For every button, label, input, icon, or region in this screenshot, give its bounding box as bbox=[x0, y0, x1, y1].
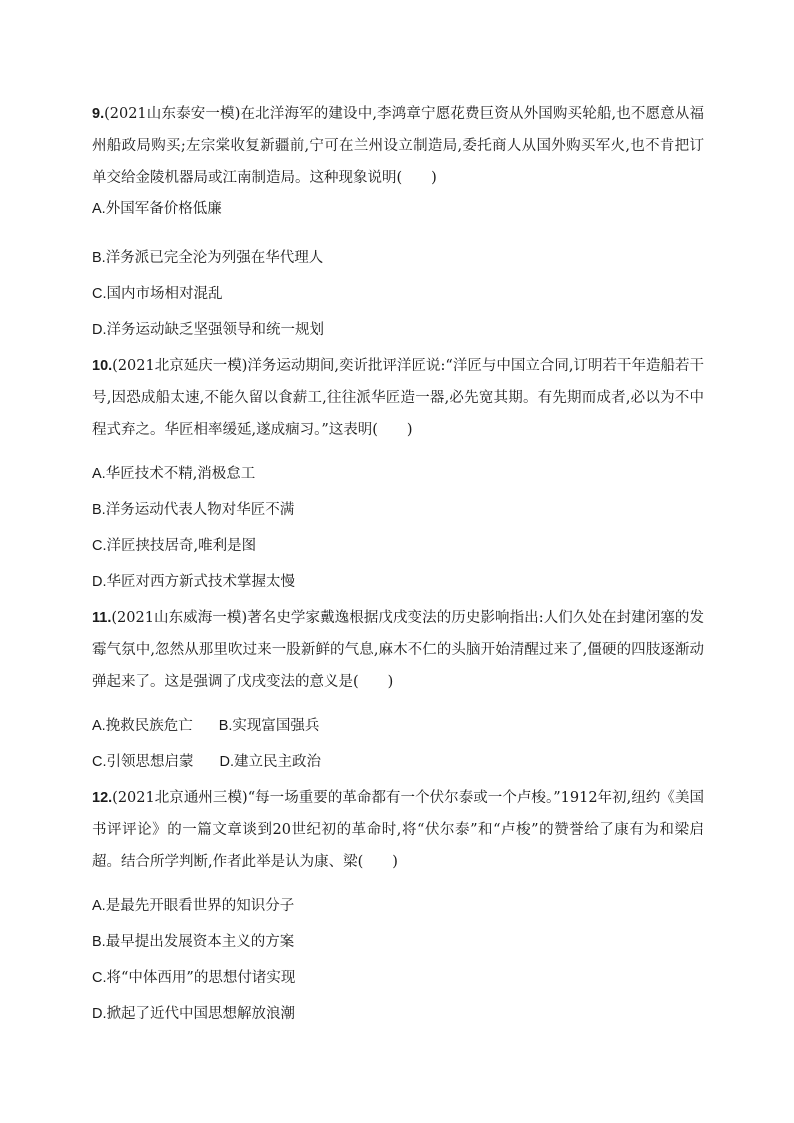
option-d bbox=[92, 1002, 704, 1026]
option-letter: D. bbox=[219, 754, 234, 770]
question-number: 11. bbox=[92, 610, 112, 626]
stem-line: 干号,因恐成船太速,不能久留以食薪工,往往派华匠造一器,必先宽其期。有先期而成者,必以为不 bbox=[92, 358, 704, 406]
option-letter: C. bbox=[92, 970, 107, 986]
option-text: 洋匠挟技居奇,唯利是图 bbox=[106, 538, 257, 554]
option-text: 华匠技术不精,消极怠工 bbox=[105, 466, 256, 482]
option-text: 洋务运动缺乏坚强领导和统一规划 bbox=[106, 322, 324, 338]
option-b bbox=[92, 930, 704, 954]
option-text: 实现富国强兵 bbox=[232, 718, 320, 734]
option-letter: D. bbox=[92, 1006, 107, 1022]
option-letter: C. bbox=[92, 286, 107, 302]
option-text: 最早提出发展资本主义的方案 bbox=[105, 934, 295, 950]
option-c bbox=[92, 282, 704, 306]
option-b bbox=[92, 246, 704, 270]
option-text: 国内市场相对混乱 bbox=[106, 286, 223, 302]
option-text: 引领思想启蒙 bbox=[106, 754, 194, 770]
stem-line: 洋务运动期间,奕䜣批评洋匠说:“洋匠与中国立合同,订明若干年造船若 bbox=[247, 358, 690, 374]
question-10 bbox=[92, 350, 704, 446]
option-letter: A. bbox=[92, 201, 106, 217]
option-letter: D. bbox=[92, 322, 107, 338]
question-source: (2021山东泰安一模) bbox=[104, 106, 241, 122]
stem-line: 梁启超。结合所学判断,作者此举是认为康、梁( ) bbox=[92, 822, 704, 870]
option-text: 建立民主政治 bbox=[234, 754, 321, 770]
stem-line: “每一场重要的革命都有一个伏尔泰或一个卢梭。”1912年初,纽约《美 bbox=[247, 790, 690, 806]
question-number: 12. bbox=[92, 790, 113, 806]
question-number: 10. bbox=[92, 358, 113, 374]
stem-line: 中程式弃之。华匠相率缓延,遂成痼习。”这表明( ) bbox=[92, 390, 704, 438]
question-stem bbox=[92, 782, 704, 878]
option-letter: B. bbox=[92, 502, 106, 518]
question-source: (2021北京通州三模) bbox=[112, 790, 248, 806]
question-stem bbox=[92, 98, 704, 194]
question-stem bbox=[92, 350, 704, 446]
stem-line: 州船政局购买;左宗棠收复新疆前,宁可在兰州设立制造局,委托商人从国外购买军火,也不肯把订 bbox=[92, 138, 704, 154]
stem-line: 弹起来了。这是强调了戊戌变法的意义是( ) bbox=[92, 674, 394, 690]
option-row-cd bbox=[92, 750, 704, 774]
option-text: 外国军备价格低廉 bbox=[105, 201, 222, 217]
question-12 bbox=[92, 782, 704, 878]
option-letter: C. bbox=[92, 754, 107, 770]
option-letter: A. bbox=[92, 718, 106, 734]
option-letter: B. bbox=[218, 718, 233, 734]
option-letter: D. bbox=[92, 574, 107, 590]
stem-line: 霉气氛中,忽然从那里吹过来一股新鲜的气息,麻木不仁的头脑开始清醒过来了,僵硬的四肢逐渐动 bbox=[92, 642, 704, 658]
option-text: 华匠对西方新式技术掌握太慢 bbox=[106, 574, 295, 590]
option-text: 将“中体西用”的思想付诸实现 bbox=[106, 970, 296, 986]
question-source: (2021山东威海一模) bbox=[111, 610, 248, 626]
option-a bbox=[92, 197, 704, 221]
option-text: 掀起了近代中国思想解放浪潮 bbox=[106, 1006, 295, 1022]
option-d bbox=[92, 570, 704, 594]
question-number: 9. bbox=[92, 106, 105, 122]
option-letter: A. bbox=[92, 466, 106, 482]
option-letter: A. bbox=[92, 898, 106, 914]
option-letter: B. bbox=[92, 934, 106, 950]
option-d bbox=[92, 318, 704, 342]
option-a bbox=[92, 894, 704, 918]
option-c bbox=[92, 534, 704, 558]
stem-line: 著名史学家戴逸根据戊戌变法的历史影响指出:人们久处在封建闭塞的发 bbox=[247, 610, 704, 626]
option-text: 洋务运动代表人物对华匠不满 bbox=[105, 502, 295, 518]
option-text: 挽救民族危亡 bbox=[105, 718, 193, 734]
question-stem bbox=[92, 602, 704, 698]
stem-line: 单交给金陵机器局或江南制造局。这种现象说明( ) bbox=[92, 170, 437, 186]
question-source: (2021北京延庆一模) bbox=[112, 358, 248, 374]
option-a bbox=[92, 462, 704, 486]
option-c bbox=[92, 966, 704, 990]
stem-line: 国书评评论》的一篇文章谈到20世纪初的革命时,将“伏尔泰”和“卢梭”的赞誉给了康有为和 bbox=[92, 790, 705, 838]
option-text: 洋务派已完全沦为列强在华代理人 bbox=[105, 250, 324, 266]
question-11 bbox=[92, 602, 704, 698]
option-letter: B. bbox=[92, 250, 106, 266]
option-text: 是最先开眼看世界的知识分子 bbox=[105, 898, 295, 914]
stem-line: 在北洋海军的建设中,李鸿章宁愿花费巨资从外国购买轮船,也不愿意从福 bbox=[240, 106, 704, 122]
option-b bbox=[92, 498, 704, 522]
option-letter: C. bbox=[92, 538, 107, 554]
option-row-ab bbox=[92, 714, 704, 738]
question-9 bbox=[92, 98, 704, 194]
